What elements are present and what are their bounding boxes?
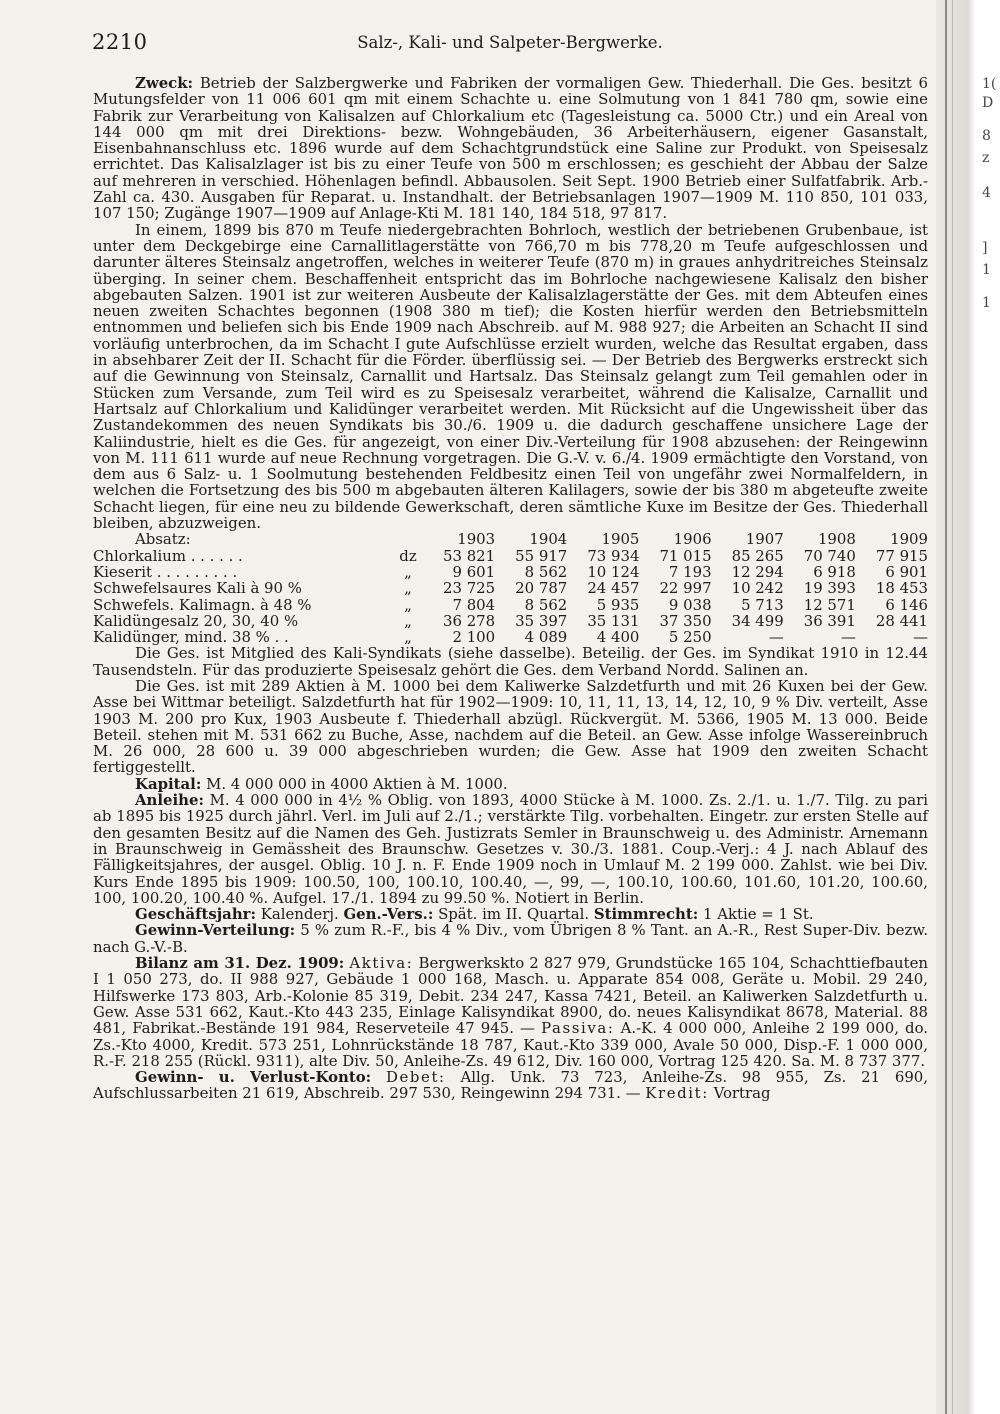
absatz-table (93, 531, 928, 645)
margin-fragment: 4 (982, 185, 991, 201)
passiva-text: A.-K. 4 000 000, Anleihe 2 199 000, do. Zs.-Kto 4000, Kredit. 573 251, Lohnrückstände 18 787, Kaut.-Kto 339 000, Avale 50 000, Disp.-F. 1 000 000, R.-F. 218 255 (Rückl. 9311), alte Div. 50, Anleihe-Zs. 49 612, Div. 160 000, Vortrag 125 420. Sa. M. 8 737 377. (93, 1019, 929, 1070)
page-edge-line (945, 0, 947, 1414)
kapital-paragraph (93, 776, 928, 792)
anleihe-paragraph (93, 792, 928, 906)
value-cell: 6 901 (885, 562, 928, 581)
margin-fragment: ] (982, 240, 988, 256)
gj-text: Kalenderj. (260, 905, 339, 924)
row-label: Schwefels. Kalimagn. à 48 % (93, 595, 312, 614)
debet-label: Debet: (385, 1068, 446, 1087)
kredit-text: Vortrag (713, 1084, 771, 1103)
value-cell: 36 391 (803, 611, 856, 630)
table-row (93, 613, 928, 629)
table-row (93, 548, 928, 564)
row-unit: „ (404, 595, 412, 614)
value-cell: 22 997 (659, 579, 712, 598)
margin-fragment: 8 (982, 128, 991, 144)
passiva-label: Passiva: (541, 1019, 615, 1038)
row-unit: „ (404, 562, 412, 581)
value-cell: 35 131 (587, 611, 640, 630)
year-cell: 1905 (601, 530, 640, 549)
anleihe-text: M. 4 000 000 in 4½ % Oblig. von 1893, 4000 Stücke à M. 1000. Zs. 2./1. u. 1./7. Tilg. zu pari ab 1895 bis 1925 durch jährl. Verl. im Juli auf 2./1.; verstärkte Tilg. vorbehalten. Eingetr. zur ersten Stelle auf den gesamten Besitz auf die Namen des Geh. Justizrats Semler in Braunschweig u. des Administr. Arnemann in Braunschweig in Gemässheit des Braunschw. Gesetzes v. 30./3. 1881. Coup.-Verj.: 4 J. nach Ablauf des Fälligkeitsjahres, der ausgel. Oblig. 10 J. n. F. Ende 1909 noch in Umlauf M. 2 199 000. Zahlst. wie bei Div. Kurs Ende 1895 bis 1909: 100.50, 100, 100.10, 100.40, —, 99, —, 100.10, 100.60, 101.60, 101.20, 100.60, 100, 100.20, 100.40 %. Aufgel. 17./1. 1894 zu 99.50 %. Notiert in Berlin. (93, 791, 929, 907)
zweck-label: Zweck: (135, 74, 194, 92)
value-cell: 12 294 (731, 562, 784, 581)
gv-label: Gen.-Vers.: (343, 905, 434, 924)
margin-fragment: D (982, 95, 994, 111)
anleihe-label: Anleihe: (135, 791, 204, 810)
gv-text: Spät. im II. Quartal. (438, 905, 590, 924)
value-cell: 70 740 (803, 546, 856, 565)
value-cell: 85 265 (731, 546, 784, 565)
value-cell: 73 934 (587, 546, 640, 565)
row-label: Kalidünger, mind. 38 % . . (93, 628, 289, 647)
kapital-text: M. 4 000 000 in 4000 Aktien à M. 1000. (206, 774, 508, 793)
page-edge-line (952, 0, 953, 1414)
gewinn-paragraph (93, 922, 928, 955)
value-cell: 7 804 (452, 595, 496, 614)
value-cell: — (768, 628, 784, 647)
value-cell: 9 601 (452, 562, 496, 581)
value-cell: 77 915 (875, 546, 928, 565)
running-title: Salz-, Kali- und Salpeter-Bergwerke. (357, 33, 663, 52)
value-cell: 8 562 (524, 562, 568, 581)
row-label: Chlorkalium . . . . . . (93, 546, 243, 565)
value-cell: 20 787 (515, 579, 568, 598)
table-row (93, 580, 928, 596)
value-cell: 7 193 (668, 562, 712, 581)
bohrloch-paragraph: In einem, 1899 bis 870 m Teufe niedergebrachten Bohrloch, westlich der betriebenen Grubenbaue, ist unter dem Deckgebirge eine Carnallitlagerstätte von 766,70 m bis 778,20 m Teufe aufgeschlossen und darunter älteres Steinsalz angetroffen, welches in weiterer Teufe (870 m) in graues anhydritreiches Steinsalz überging. In seiner chem. Beschaffenheit entspricht das im Bohrloche nachgewiesene Kalisalz den bisher abgebauten Salzen. 1901 ist zur weiteren Ausbeute der Kalisalzlagerstätte der Ges. mit dem Abteufen eines neuen zweiten Schachtes begonnen (1908 380 m tief); die Kosten hierfür werden den Betriebsmitteln entnommen und beliefen sich bis Ende 1909 nach Abschreib. auf M. 988 927; die Arbeiten an Schacht II sind vorläufig unterbrochen, da im Schacht I gute Aufschlüsse erzielt wurden, welche das Resultat ergaben, dass in absehbarer Zeit der II. Schacht für die Förder. überflüssig sei. — Der Betrieb des Bergwerks erstreckt sich auf die Gewinnung von Steinsalz, Carnallit und Hartsalz. Das Steinsalz gelangt zum Teil gemahlen oder in Stücken zum Versande, zum Teil wird es zu Speisesalz verarbeitet, während die Kalisalze, Carnallit und Hartsalz auf Chlorkalium und Kalidünger verarbeitet werden. Mit Rücksicht auf die Ungewissheit über das Zustandekommen des neuen Syndikats bis 30./6. 1909 u. die dadurch geschaffene unsichere Lage der Kaliindustrie, hielt es die Ges. für angezeigt, von einer Div.-Verteilung für 1908 abzusehen: der Reingewinn von M. 111 611 wurde auf neue Rechnung vorgetragen. Die G.-V. v. 6./4. 1909 ermächtigte den Vorstand, von dem aus 6 Salz- u. 1 Soolmutung bestehenden Feldbesitz einen Teil von ungefähr zwei Normalfeldern, in welchen die Fortsetzung des bis 500 m abgebauten älteren Kalilagers, sowie der bis 380 m abgeteufte zweite Schacht liegen, für eine neu zu bildende Gewerkschaft, deren sämtliche Kuxe im Besitze der Ges. Thiederhall bleiben, abzuzweigen. (93, 220, 928, 533)
syndikat-paragraph: Die Ges. ist Mitglied des Kali-Syndikats (siehe dasselbe). Beteilig. der Ges. im Syndikat 1910 in 12.44 Tausendsteln. Für das produzierte Speisesalz gehört die Ges. dem Verband Nordd. Salinen an. (93, 644, 928, 679)
gewinn-text: 5 % zum R.-F., bis 4 % Div., vom Übrigen 8 % Tant. an A.-R., Rest Super-Div. bezw. nach G.-V.-B. (93, 921, 929, 956)
margin-fragment: 1 (982, 295, 991, 311)
row-unit: „ (404, 611, 412, 630)
value-cell: 24 457 (587, 579, 640, 598)
margin-fragment: z (982, 150, 990, 166)
value-cell: 18 453 (875, 579, 928, 598)
table-row (93, 564, 928, 580)
value-cell: 6 146 (885, 595, 928, 614)
gj-label: Geschäftsjahr: (135, 905, 256, 924)
year-cell: 1906 (673, 530, 712, 549)
value-cell: 28 441 (875, 611, 928, 630)
value-cell: 10 124 (587, 562, 640, 581)
article-body (93, 75, 928, 1102)
gewinn-label: Gewinn-Verteilung: (135, 921, 296, 940)
margin-fragment: 1 (982, 262, 991, 278)
row-label: Kalidüngesalz 20, 30, 40 % (93, 611, 299, 630)
value-cell: 37 350 (659, 611, 712, 630)
row-unit: „ (404, 628, 412, 647)
value-cell: 34 499 (731, 611, 784, 630)
value-cell: 19 393 (803, 579, 856, 598)
value-cell: 12 571 (803, 595, 856, 614)
value-cell: 55 917 (515, 546, 568, 565)
row-unit: dz (399, 546, 417, 565)
value-cell: — (913, 628, 928, 647)
value-cell: 4 400 (596, 628, 640, 647)
row-unit: „ (404, 579, 412, 598)
table-row (93, 597, 928, 613)
value-cell: 5 250 (668, 628, 712, 647)
zweck-paragraph (93, 75, 928, 222)
year-cell: 1909 (890, 530, 928, 549)
bilanz-paragraph (93, 955, 928, 1069)
value-cell: 10 242 (731, 579, 784, 598)
value-cell: 5 935 (596, 595, 640, 614)
bilanz-label: Bilanz am 31. Dez. 1909: (135, 954, 345, 973)
kapital-label: Kapital: (135, 774, 202, 793)
page-number: 2210 (92, 30, 148, 54)
value-cell: 36 278 (443, 611, 496, 630)
kredit-label: Kredit: (645, 1084, 709, 1103)
absatz-heading: Absatz: (135, 530, 191, 549)
stimmrecht-text: 1 Aktie = 1 St. (702, 905, 814, 924)
margin-fragment: 1( (982, 76, 997, 92)
guv-label: Gewinn- u. Verlust-Konto: (135, 1068, 372, 1087)
value-cell: 4 089 (524, 628, 568, 647)
year-cell: 1908 (817, 530, 856, 549)
value-cell: 9 038 (668, 595, 712, 614)
value-cell: 5 713 (741, 595, 784, 614)
aktiva-label: Aktiva: (349, 954, 414, 973)
debet-text: Allg. Unk. 73 723, Anleihe-Zs. 98 955, Zs. 21 690, Aufschlussarbeiten 21 619, Abschreib. 297 530, Reingewinn 294 731. — (93, 1068, 929, 1103)
value-cell: — (840, 628, 856, 647)
page-header (92, 30, 928, 56)
value-cell: 53 821 (443, 546, 496, 565)
year-cell: 1903 (457, 530, 496, 549)
aktiva-text: Bergwerkskto 2 827 979, Grundstücke 165 104, Schachttiefbauten I 1 050 273, do. II 988 927, Gebäude 1 000 168, Masch. u. Apparate 854 008, Geräte u. Mobil. 29 240, Hilfswerke 173 803, Arb.-Kolonie 85 319, Debit. 234 247, Kassa 7421, Beteil. an Kaliwerken Salzdetfurth u. Gew. Asse 531 662, Kaut.-Kto 443 235, Einlage Kalisyndikat 8900, do. neues Kalisyndikat 8678, Material. 88 481, Fabrikat.-Bestände 191 984, Reserveteile 47 945. — (93, 954, 928, 1038)
value-cell: 23 725 (443, 579, 496, 598)
value-cell: 71 015 (659, 546, 712, 565)
value-cell: 8 562 (524, 595, 568, 614)
value-cell: 6 918 (813, 562, 856, 581)
geschaeftsjahr-paragraph (93, 906, 928, 922)
beteiligung-paragraph: Die Ges. ist mit 289 Aktien à M. 1000 bei dem Kaliwerke Salzdetfurth und mit 26 Kuxen bei der Gew. Asse bei Wittmar beteiligt. Salzdetfurth hat für 1902—1909: 10, 11, 11, 13, 14, 12, 10, 9 % Div. verteilt, Asse 1903 M. 200 pro Kux, 1903 Ausbeute f. Thiederhall abzügl. Rückvergüt. M. 5366, 1905 M. 13 000. Beide Beteil. stehen mit M. 531 662 zu Buche, Asse, nachdem auf die Beteil. an Gew. Asse infolge Wassereinbruch M. 26 000, 28 600 u. 39 000 abgeschrieben wurden; die Gew. Asse hat 1909 den zweiten Schacht fertiggestellt. (93, 676, 928, 777)
zweck-text: Betrieb der Salzbergwerke und Fabriken der vormaligen Gew. Thiederhall. Die Ges. besitzt 6 Mutungsfelder von 11 006 601 qm mit einem Schachte u. eine Solmutung von 1 841 780 qm, sowie eine Fabrik zur Verarbeitung von Kalisalzen auf Chlorkalium etc (Tagesleistung ca. 5000 Ctr.) und ein Areal von 144 000 qm mit drei Direktions- bezw. Wohngebäuden, 36 Arbeiterhäusern, eigener Gasanstalt, Eisenbahnanschluss etc. 1896 wurde auf dem Schachtgrundstück eine Saline zur Produkt. von Speisesalz errichtet. Das Kalisalzlager ist bis zu einer Teufe von 500 m erschlossen; es geschieht der Abbau der Salze auf mehreren in verschied. Höhenlagen befindl. Abbausolen. Seit Sept. 1900 Betrieb einer Sulfatfabrik. Arb.-Zahl ca. 430. Ausgaben für Reparat. u. Instandhalt. der Betriebsanlagen 1907—1909 M. 110 850, 101 033, 107 150; Zugänge 1907—1909 auf Anlage-Kti M. 181 140, 184 518, 97 817. (93, 74, 929, 223)
guv-paragraph (93, 1069, 928, 1102)
table-row (93, 629, 928, 645)
row-label: Schwefelsaures Kali à 90 % (93, 579, 302, 598)
year-cell: 1907 (745, 530, 784, 549)
row-label: Kieserit . . . . . . . . . (93, 562, 238, 581)
value-cell: 35 397 (515, 611, 568, 630)
year-cell: 1904 (529, 530, 568, 549)
value-cell: 2 100 (452, 628, 496, 647)
stimmrecht-label: Stimmrecht: (593, 905, 699, 924)
absatz-header-row (93, 531, 928, 547)
